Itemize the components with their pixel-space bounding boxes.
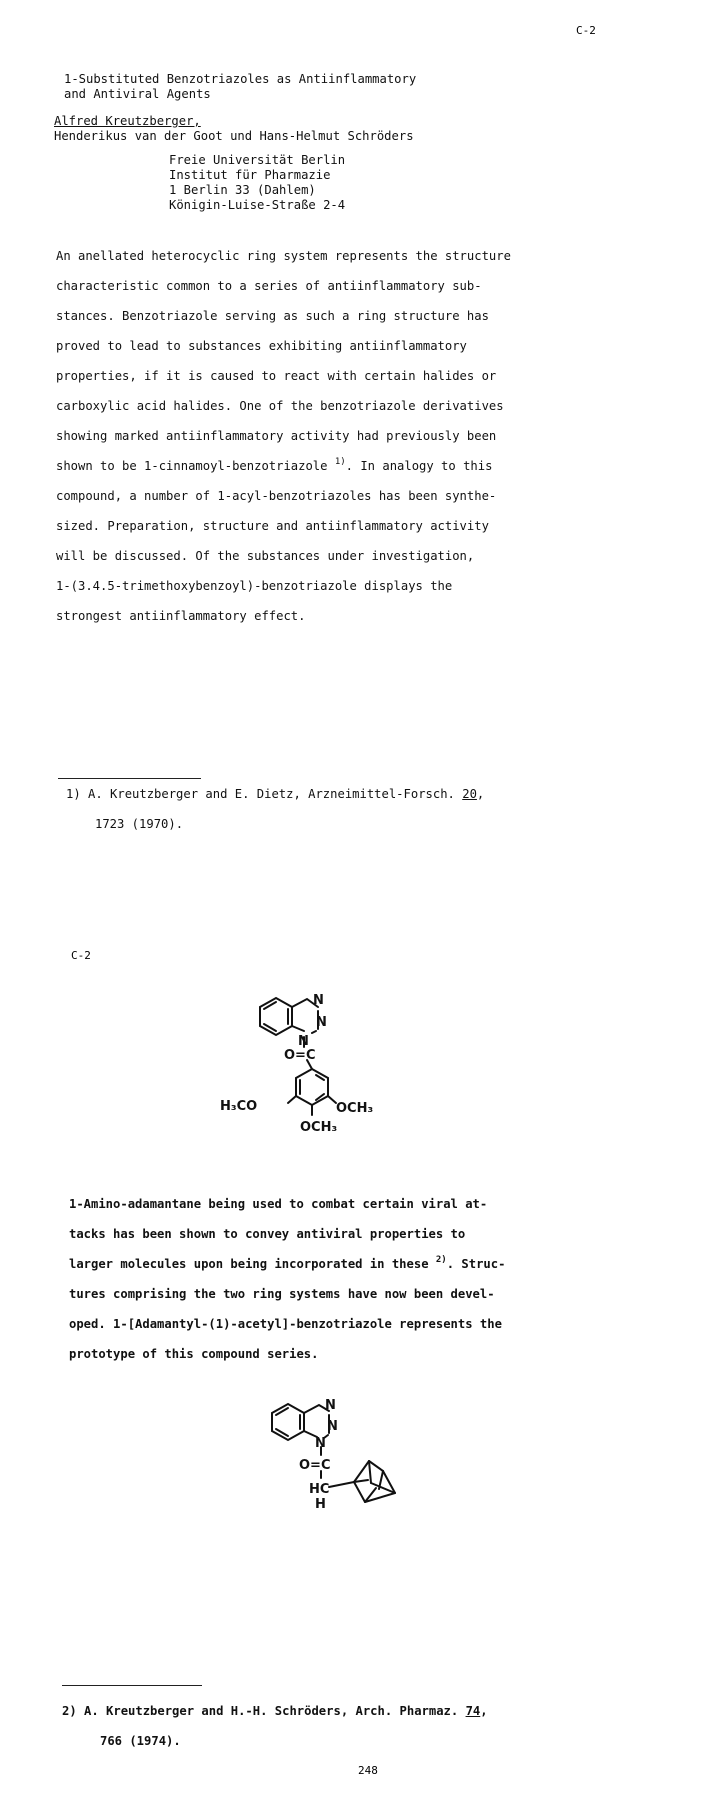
author-block — [54, 114, 414, 144]
carbonyl-label: O=C — [299, 1458, 331, 1473]
structure-trimethoxybenzoyl-benzotriazole — [220, 985, 420, 1160]
affiliation-line: Institut für Pharmazie — [169, 168, 331, 182]
affiliation-line: Königin-Luise-Straße 2-4 — [169, 198, 346, 212]
methylene-label: HC — [309, 1482, 330, 1497]
body-line: tacks has been shown to convey antiviral properties to — [69, 1227, 466, 1241]
footnote-volume: 74 — [465, 1704, 481, 1718]
left-substituent-bond — [288, 1096, 296, 1103]
title-line-1: 1-Substituted Benzotriazoles as Antiinflammatory — [64, 72, 417, 86]
abstract-line: characteristic common to a series of antiinflammatory sub- — [56, 279, 482, 293]
footnote-text: , — [476, 787, 485, 801]
abstract-line: showing marked antiinflammatory activity had previously been — [56, 429, 497, 443]
triazole-n1: N — [315, 1436, 326, 1451]
abstract-line: An anellated heterocyclic ring system represents the structure — [56, 249, 511, 263]
abstract-line: sized. Preparation, structure and antiinflammatory activity — [56, 519, 489, 533]
footnote-line: 766 (1974). — [100, 1734, 181, 1748]
abstract-line: compound, a number of 1-acyl-benzotriazoles has been synthe- — [56, 489, 497, 503]
footnote-rule — [62, 1685, 202, 1686]
affiliation — [169, 153, 345, 213]
footnote-line — [62, 1696, 488, 1726]
author-primary: Alfred Kreutzberger, — [54, 114, 201, 128]
abstract-line: properties, if it is caused to react with certain halides or — [56, 369, 497, 383]
carbonyl-label: O=C — [284, 1048, 316, 1063]
abstract-line-with-ref — [56, 451, 511, 481]
triazole-n2: N — [316, 1015, 327, 1030]
triazole-n3: N — [325, 1398, 336, 1413]
abstract-line: will be discussed. Of the substances under investigation, — [56, 549, 475, 563]
triazole-n2: N — [327, 1419, 338, 1434]
abstract-line: carboxylic acid halides. One of the benzotriazole derivatives — [56, 399, 504, 413]
footnote-2 — [62, 1696, 488, 1756]
footnote-text: 2) A. Kreutzberger and H.-H. Schröders, Arch. Pharmaz. — [62, 1704, 466, 1718]
footnote-text: 1) A. Kreutzberger and E. Dietz, Arzneimittel-Forsch. — [66, 787, 463, 801]
footnote-1 — [66, 779, 484, 839]
reference-marker-2: 2) — [435, 1255, 447, 1265]
footnote-volume: 20 — [462, 787, 477, 801]
abstract-line: 1-(3.4.5-trimethoxybenzoyl)-benzotriazole displays the — [56, 579, 453, 593]
abstract-line: strongest antiinflammatory effect. — [56, 609, 306, 623]
hydrogen-label: H — [315, 1497, 326, 1512]
body-text: . Struc- — [446, 1257, 506, 1271]
affiliation-line: 1 Berlin 33 (Dahlem) — [169, 183, 316, 197]
methoxy-bottom-label: OCH₃ — [300, 1120, 338, 1135]
triazole-n1: N — [298, 1034, 309, 1049]
body-text: larger molecules upon being incorporated in these — [69, 1257, 436, 1271]
body-line: oped. 1-[Adamantyl-(1)-acetyl]-benzotriazole represents the — [69, 1317, 502, 1331]
triazole-n3: N — [313, 993, 324, 1008]
ch-adamantyl-bond — [329, 1482, 354, 1487]
methoxy-right-label: OCH₃ — [336, 1101, 374, 1116]
abstract-line: proved to lead to substances exhibiting antiinflammatory — [56, 339, 467, 353]
triazole-lower-bond — [292, 1026, 304, 1031]
adamantane-cage — [354, 1461, 395, 1502]
abstract-text: shown to be 1-cinnamoyl-benzotriazole — [56, 459, 335, 473]
body-line: 1-Amino-adamantane being used to combat certain viral at- — [69, 1197, 488, 1211]
page-code-mid: C-2 — [71, 949, 91, 962]
footnote-line: 1723 (1970). — [95, 817, 184, 831]
page-code-top: C-2 — [576, 24, 596, 37]
abstract-text: . In analogy to this — [345, 459, 493, 473]
footnote-line — [66, 779, 484, 809]
page-number: 248 — [358, 1764, 378, 1777]
antiviral-paragraph — [69, 1189, 505, 1369]
abstract-paragraph — [56, 241, 511, 631]
paper-title — [64, 72, 416, 102]
abstract-line: stances. Benzotriazole serving as such a ring structure has — [56, 309, 489, 323]
author-others: Henderikus van der Goot und Hans-Helmut Schröders — [54, 129, 414, 143]
methoxy-left-label: H₃CO — [220, 1099, 258, 1114]
footnote-text: , — [480, 1704, 488, 1718]
reference-marker-1: 1) — [334, 457, 346, 467]
title-line-2: and Antiviral Agents — [64, 87, 211, 101]
body-line-with-ref — [69, 1249, 505, 1279]
affiliation-line: Freie Universität Berlin — [169, 153, 346, 167]
structure-adamantylacetyl-benzotriazole — [255, 1387, 435, 1537]
right-substituent-bond — [328, 1096, 336, 1103]
body-line: prototype of this compound series. — [69, 1347, 319, 1361]
body-line: tures comprising the two ring systems have now been devel- — [69, 1287, 495, 1301]
